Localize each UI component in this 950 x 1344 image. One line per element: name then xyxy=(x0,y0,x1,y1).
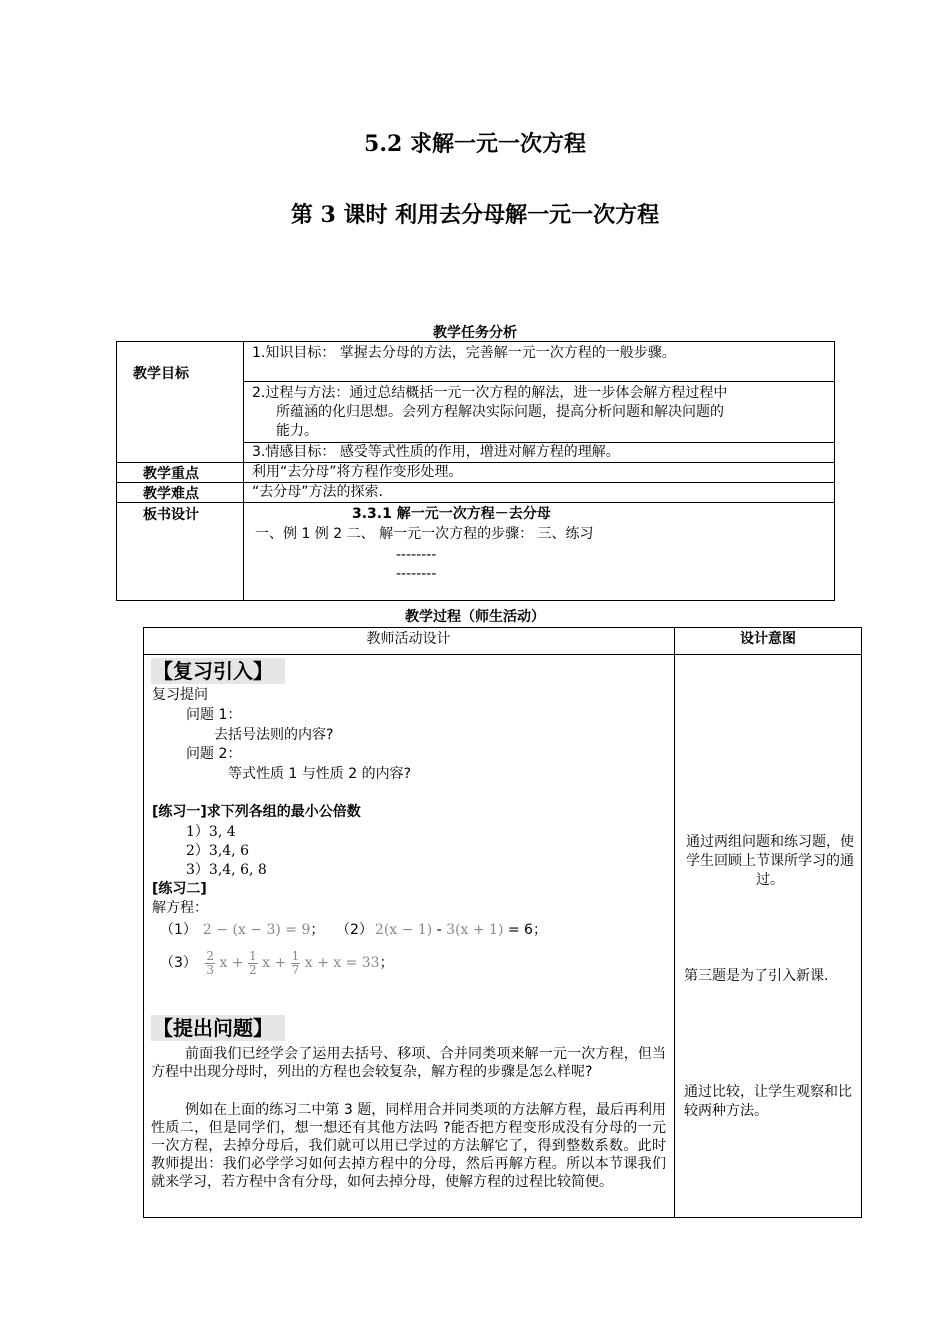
equation-3-term-1: x + xyxy=(219,955,244,971)
equation-2-end: = 6； xyxy=(507,922,547,938)
goals-label: 教学目标 xyxy=(133,366,189,382)
exercise-1-heading: [练习一]求下列各组的最小公倍数 xyxy=(152,804,361,820)
question-paragraph-1: 前面我们已经学会了运用去括号、移项、合并同类项来解一元一次方程，但当方程中出现分母时，列出的方程也会较复杂，解方程的步骤是怎么样呢? xyxy=(151,1046,666,1080)
exercise-1-item: 2）3,4, 6 xyxy=(186,843,249,859)
equation-1-label: （1） xyxy=(160,922,197,938)
teacher-column-header: 教师活动设计 xyxy=(366,631,451,647)
fraction-1-2: $\frac{1}{2}$ xyxy=(249,948,257,977)
difficulty-text: “去分母”方法的探索. xyxy=(252,484,383,500)
equation-3 xyxy=(160,944,394,984)
question-2-text: 等式性质 1 与性质 2 的内容? xyxy=(228,766,412,782)
goal-knowledge: 1.知识目标： 掌握去分母的方法，完善解一元一次方程的一般步骤。 xyxy=(252,345,676,361)
equation-1 xyxy=(160,921,324,940)
question-1-label: 问题 1： xyxy=(186,707,242,723)
intent-third-question: 第三题是为了引入新课. xyxy=(684,968,829,984)
equation-3-label: （3） xyxy=(160,955,197,971)
review-heading: 【复习引入】 xyxy=(151,658,285,684)
review-subtitle: 复习提问 xyxy=(152,687,208,703)
question-2-label: 问题 2： xyxy=(186,746,242,762)
equation-3-term-3: x + x = 33 xyxy=(304,955,380,971)
equation-1-body: 2 − (x − 3) = 9 xyxy=(202,922,311,938)
key-text: 利用“去分母”将方程作变形处理。 xyxy=(252,464,463,480)
equation-2-label: （2） xyxy=(336,922,373,938)
exercise-2-heading: [练习二] xyxy=(152,881,207,897)
lesson-subtitle: 第 3 课时 利用去分母解一元一次方程 xyxy=(290,202,660,228)
equation-2-part-b: 3(x + 1) xyxy=(446,922,504,938)
intent-compare: 通过比较，让学生观察和比较两种方法。 xyxy=(684,1084,852,1119)
key-label: 教学重点 xyxy=(143,466,199,482)
intent-review: 通过两组问题和练习题，使学生回顾上节课所学习的通过。 xyxy=(686,834,854,888)
goal-process-line2: 所蕴涵的化归思想。会列方程解决实际问题，提高分析问题和解决问题的 xyxy=(276,404,724,420)
exercise-2-subtitle: 解方程： xyxy=(152,900,208,916)
question-paragraph-2: 例如在上面的练习二中第 3 题，同样用合并同类项的方法解方程，最后再利用性质二，但是同学们，想一想还有其他方法吗 ?能否把方程变形成没有分母的一元一次方程，去掉分母后，我们就可以用已学过的方法解它了，得到整数系数。此时教师提出：我们必学学习如何去掉方程中的分母，然后再解方程。所以本节课我们就来学习，若方程中含有分母，如何去掉分母，使解方程的过程比较简便。 xyxy=(151,1102,666,1190)
board-label: 板书设计 xyxy=(143,507,199,523)
goal-process-line1: 2.过程与方法：通过总结概括一元一次方程的解法，进一步体会解方程过程中 xyxy=(252,385,728,401)
lesson-title: 5.2 求解一元一次方程 xyxy=(364,131,586,157)
question-1-text: 去括号法则的内容? xyxy=(214,727,334,743)
fraction-2-3: $\frac{2}{3}$ xyxy=(206,948,215,977)
board-title: 3.3.1 解一元一次方程－去分母 xyxy=(352,506,551,522)
board-dash-1: -------- xyxy=(396,547,437,563)
equation-2-part-a: 2(x − 1) xyxy=(374,922,433,938)
analysis-caption: 教学任务分析 xyxy=(433,325,517,341)
equation-3-term-2: x + xyxy=(262,955,287,971)
question-heading: 【提出问题】 xyxy=(151,1015,285,1041)
equation-3-end: ； xyxy=(379,955,394,971)
difficulty-label: 教学难点 xyxy=(143,486,199,502)
process-caption: 教学过程（师生活动） xyxy=(405,609,545,625)
equation-2 xyxy=(336,921,547,940)
fraction-1-7: $\frac{1}{7}$ xyxy=(291,948,300,977)
intent-column-header: 设计意图 xyxy=(740,631,796,647)
exercise-1-item: 1）3, 4 xyxy=(186,824,236,840)
equation-1-end: ； xyxy=(310,922,325,938)
goal-emotion: 3.情感目标： 感受等式性质的作用，增进对解方程的理解。 xyxy=(252,444,620,460)
board-outline: 一、例 1 例 2 二、 解一元一次方程的步骤： 三、练习 xyxy=(255,526,594,542)
goal-process-line3: 能力。 xyxy=(276,423,318,439)
board-dash-2: -------- xyxy=(396,566,437,582)
exercise-1-item: 3）3,4, 6, 8 xyxy=(186,862,267,878)
equation-2-operator: - xyxy=(436,922,442,938)
